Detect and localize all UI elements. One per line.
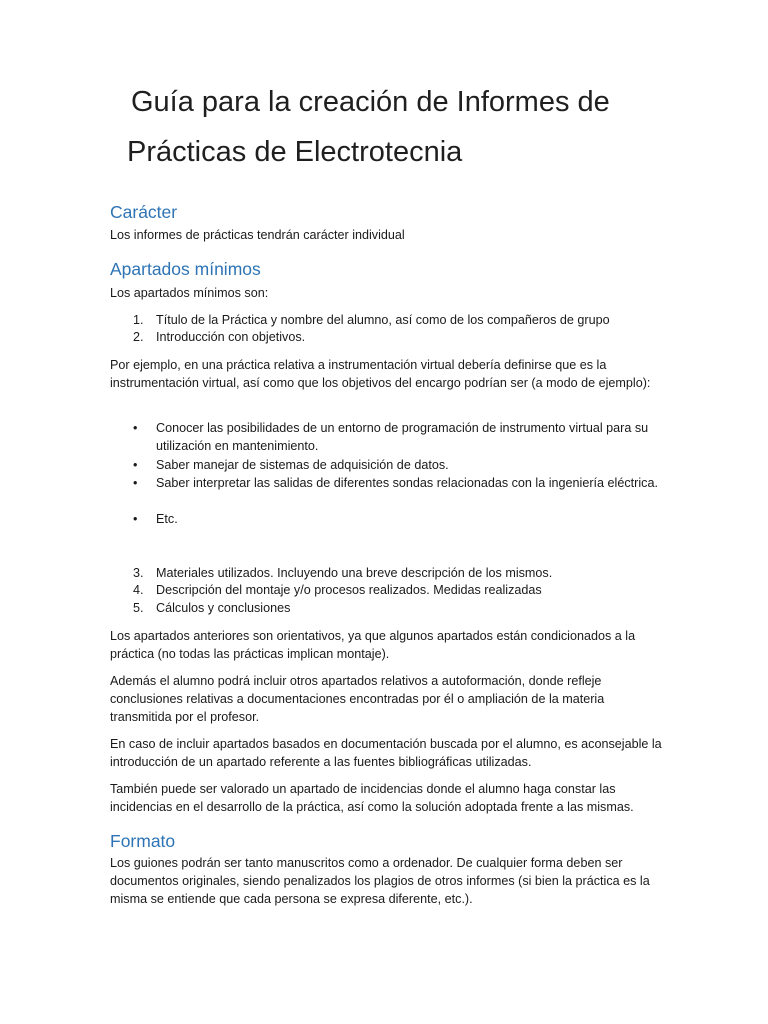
caracter-text: Los informes de prácticas tendrán carácter individual	[110, 228, 405, 242]
heading-formato: Formato	[110, 831, 176, 851]
bullet-item: Conocer las posibilidades de un entorno de programación de instrumento virtual para su utilización en mantenimiento.	[156, 421, 649, 453]
list-item-descripcion: Descripción del montaje y/o procesos realizados. Medidas realizadas	[156, 583, 542, 597]
list-number: 4.	[133, 583, 144, 597]
bullet-item: Saber manejar de sistemas de adquisición de datos.	[156, 458, 449, 472]
heading-caracter: Carácter	[110, 202, 178, 222]
bullet-mark: •	[133, 476, 138, 490]
paragraph-incidencias: También puede ser valorado un apartado de incidencias donde el alumno haga constar las incidencias en el desarrollo de la práctica, así como la solución adoptada frente a las mismas.	[110, 782, 634, 814]
list-item-calculos: Cálculos y conclusiones	[156, 601, 291, 615]
bullet-item: Etc.	[156, 512, 178, 526]
list-item-introduccion: Introducción con objetivos.	[156, 330, 306, 344]
example-paragraph: Por ejemplo, en una práctica relativa a instrumentación virtual debería definirse que es la instrumentación virtual, así como que los objetivos del encargo podrían ser (a modo de ejemplo):	[110, 358, 651, 390]
list-item-titulo: Título de la Práctica y nombre del alumno, así como de los compañeros de grupo	[156, 313, 610, 327]
document-title-line-2: Prácticas de Electrotecnia	[127, 136, 463, 168]
paragraph-bibliografia: En caso de incluir apartados basados en documentación buscada por el alumno, es aconsejable la introducción de un apartado referente a las fuentes bibliográficas utilizadas.	[110, 737, 662, 769]
formato-text: Los guiones podrán ser tanto manuscritos como a ordenador. De cualquier forma deben ser documentos originales, siendo penalizados los plagios de otros informes (si bien la práctica es la misma se entiende que cada persona se expresa diferente, etc.).	[110, 856, 650, 906]
list-number: 1.	[133, 313, 144, 327]
bullet-item: Saber interpretar las salidas de diferentes sondas relacionadas con la ingeniería eléctrica.	[156, 476, 658, 490]
bullet-mark: •	[133, 512, 138, 526]
document-title-line-1: Guía para la creación de Informes de	[131, 86, 610, 118]
heading-apartados-minimos: Apartados mínimos	[110, 259, 261, 279]
list-number: 5.	[133, 601, 144, 615]
list-number: 2.	[133, 330, 144, 344]
list-item-materiales: Materiales utilizados. Incluyendo una breve descripción de los mismos.	[156, 566, 553, 580]
paragraph-orientativos: Los apartados anteriores son orientativos, ya que algunos apartados están condicionados a la práctica (no todas las prácticas implican montaje).	[110, 629, 636, 661]
paragraph-autoformacion: Además el alumno podrá incluir otros apartados relativos a autoformación, donde refleje conclusiones relativas a documentaciones encontradas por él o ampliación de la materia transmitida por el profesor.	[110, 674, 605, 724]
list-number: 3.	[133, 566, 144, 580]
apartados-intro: Los apartados mínimos son:	[110, 286, 269, 300]
bullet-mark: •	[133, 421, 138, 435]
bullet-mark: •	[133, 458, 138, 472]
